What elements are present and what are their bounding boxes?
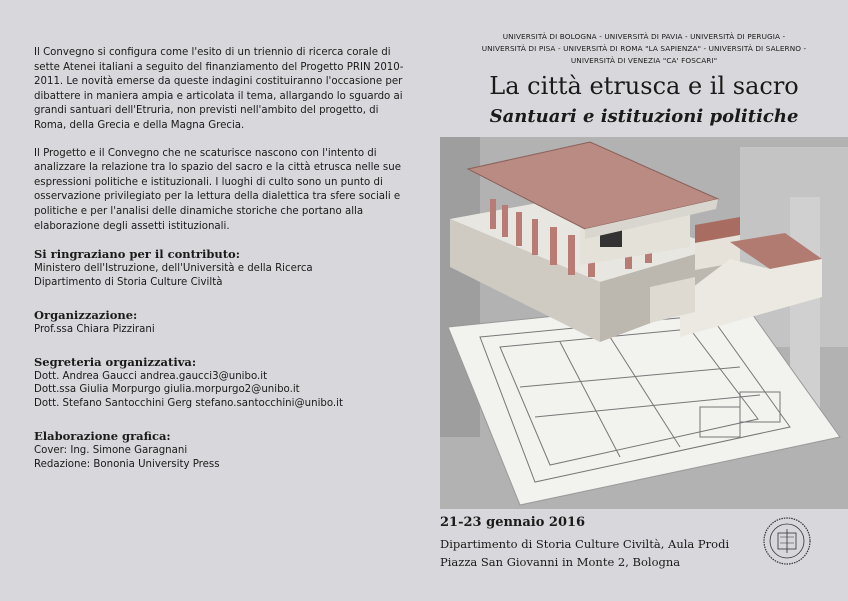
intro-paragraph-2: Il Progetto e il Convegno che ne scaturisce nascono con l'intento di analizzare la relazione tra lo spazio del sacro e la città etrusca nelle sue espressioni politiche e istituzionali. I luoghi di culto sono un punto di osservazione privilegiato per la lettura della dialettica tra sfere sociali e politiche e per l'analisi delle dinamiche storiche che portano alla elaborazione degli assetti istituzionali. [34,147,401,232]
cover-image [440,137,848,509]
venue-line: Dipartimento di Storia Culture Civiltà, Aula Prodi [440,537,730,551]
section-heading: Si ringraziano per il contributo: [34,247,240,262]
section-line: Cover: Ing. Simone Garagnani [34,444,188,456]
section-heading: Organizzazione: [34,307,138,322]
universities-line: UNIVERSITÀ DI VENEZIA "CA' FOSCARI" [570,56,718,66]
left-panel [34,46,406,472]
section-line: Dott.ssa Giulia Morpurgo giulia.morpurgo2@unibo.it [34,384,300,396]
section-line: Dott. Stefano Santocchini Gerg stefano.santocchini@unibo.it [34,398,343,410]
universities-list [440,31,848,68]
university-seal-icon [763,517,811,565]
section-secretariat [34,355,406,411]
section-graphics [34,429,406,472]
section-line: Prof.ssa Chiara Pizzirani [34,323,155,335]
universities-line: UNIVERSITÀ DI PISA - UNIVERSITÀ DI ROMA "LA SAPIENZA" - UNIVERSITÀ DI SALERNO - [481,44,807,54]
right-panel [440,0,848,601]
section-line: Dott. Andrea Gaucci andrea.gaucci3@unibo.it [34,370,268,382]
temple-reconstruction-illustration [440,137,848,509]
event-date: 21-23 gennaio 2016 [440,515,586,530]
event-venue [440,535,729,571]
intro-paragraph-1: Il Convegno si configura come l'esito di un triennio di ricerca corale di sette Atenei italiani a seguito del finanziamento del Progetto PRIN 2010-2011. Le novità emerse da queste indagini costituiranno l'occasione per dibattere in maniera ampia e articolata il tema, allargando lo sguardo ai grandi santuari dell'Etruria, non previsti nell'ambito del progetto, di Roma, della Grecia e della Magna Grecia. [34,47,404,131]
section-organization [34,308,406,337]
universities-line: UNIVERSITÀ DI BOLOGNA - UNIVERSITÀ DI PAVIA - UNIVERSITÀ DI PERUGIA - [502,32,786,41]
section-line: Dipartimento di Storia Culture Civiltà [34,276,223,288]
section-contributors [34,247,406,290]
page-subtitle: Santuari e istituzioni politiche [489,106,799,127]
section-heading: Segreteria organizzativa: [34,354,197,369]
section-heading: Elaborazione grafica: [34,428,171,443]
section-line: Redazione: Bononia University Press [34,458,220,470]
venue-line: Piazza San Giovanni in Monte 2, Bologna [440,555,681,569]
page-title: La città etrusca e il sacro [489,72,799,100]
section-line: Ministero dell'Istruzione, dell'Università e della Ricerca [34,263,313,275]
